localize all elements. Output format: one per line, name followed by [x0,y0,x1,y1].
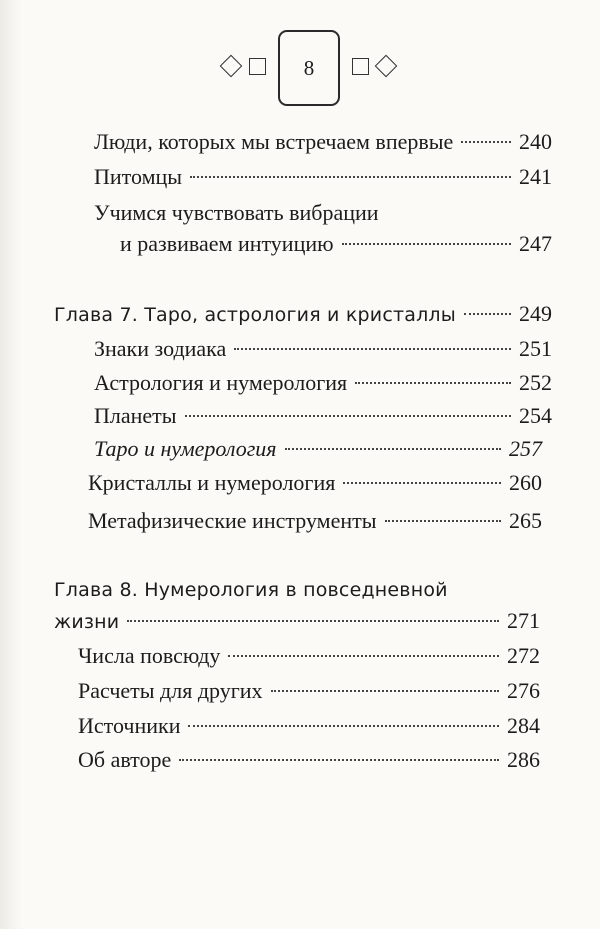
toc-entry-page: 247 [519,231,552,256]
toc-entry-title: Питомцы [94,164,183,189]
chapter-name: Нумерология в повседневной [144,579,448,601]
dot-leader [461,141,511,143]
dot-leader [188,725,499,727]
toc-entry[interactable] [94,334,552,364]
toc-entry-page: 286 [507,747,540,772]
dot-leader [228,655,499,657]
toc-entry-title: Знаки зодиака [94,336,227,361]
toc-entry-page: 252 [519,370,552,395]
dot-leader [464,313,511,315]
toc-entry-page: 254 [519,403,552,428]
toc-entry-page: 284 [507,713,540,738]
dot-leader [127,620,499,622]
toc-entry-page: 265 [509,508,542,533]
diamond-ornament-right [375,55,398,78]
toc-entry[interactable] [78,641,540,671]
dot-leader [385,520,501,522]
page-edge-shadow [0,0,22,929]
toc-entry-page: 260 [509,470,542,495]
toc-entry-title: Метафизические инструменты [88,508,377,533]
chapter-title-line1 [54,575,448,605]
toc-entry-title: Люди, которых мы встречаем впервые [94,129,454,154]
toc-entry[interactable] [94,434,542,464]
toc-entry-title: Числа повсюду [78,643,221,668]
toc-entry[interactable] [94,401,552,431]
dot-leader [343,482,501,484]
toc-entry-page: 272 [507,643,540,668]
toc-entry[interactable] [88,506,542,536]
toc-entry-page: 249 [519,301,552,326]
toc-entry-title: Астрология и нумерология [94,370,348,395]
dot-leader [185,415,511,417]
toc-entry-title-line1: Учимся чувствовать вибрации [94,200,379,225]
dot-leader [342,243,511,245]
toc-entry[interactable] [120,229,552,259]
toc-entry[interactable] [94,127,552,157]
toc-entry-title: Таро и нумерология [94,436,277,461]
toc-entry-page: 257 [509,436,542,461]
toc-entry[interactable] [78,745,540,775]
chapter-title-line2: жизни [54,611,120,633]
toc-entry-title: Расчеты для других [78,678,263,703]
toc-entry-page: 271 [507,608,540,633]
toc-entry-title: Источники [78,713,181,738]
chapter-title [54,300,456,330]
page-number: 8 [303,55,315,80]
toc-entry[interactable] [88,468,542,498]
page-header [0,28,600,108]
toc-entry-title: Планеты [94,403,177,428]
toc-entry-page: 240 [519,129,552,154]
toc-entry-title-line2: и развиваем интуицию [120,231,334,256]
toc-entry[interactable] [78,676,540,706]
dot-leader [179,759,499,761]
chapter-prefix: Глава 7. [54,304,138,326]
dot-leader [271,690,499,692]
toc-entry[interactable] [94,162,552,192]
toc-entry[interactable] [94,368,552,398]
dot-leader [190,176,511,178]
chapter-entry[interactable] [54,606,540,637]
square-ornament-right [352,58,369,75]
page-number-box [278,30,340,106]
toc-entry-page: 276 [507,678,540,703]
toc-entry-title: Об авторе [78,747,172,772]
toc-entry-page: 241 [519,164,552,189]
toc-entry-page: 251 [519,336,552,361]
dot-leader [355,382,511,384]
chapter-entry[interactable] [54,299,552,330]
chapter-name: Таро, астрология и кристаллы [144,304,456,326]
dot-leader [234,348,511,350]
toc-entry-title: Кристаллы и нумерология [88,470,336,495]
dot-leader [285,448,502,450]
diamond-ornament-left [220,55,243,78]
toc-entry[interactable] [78,711,540,741]
chapter-prefix: Глава 8. [54,579,138,601]
square-ornament-left [249,58,266,75]
